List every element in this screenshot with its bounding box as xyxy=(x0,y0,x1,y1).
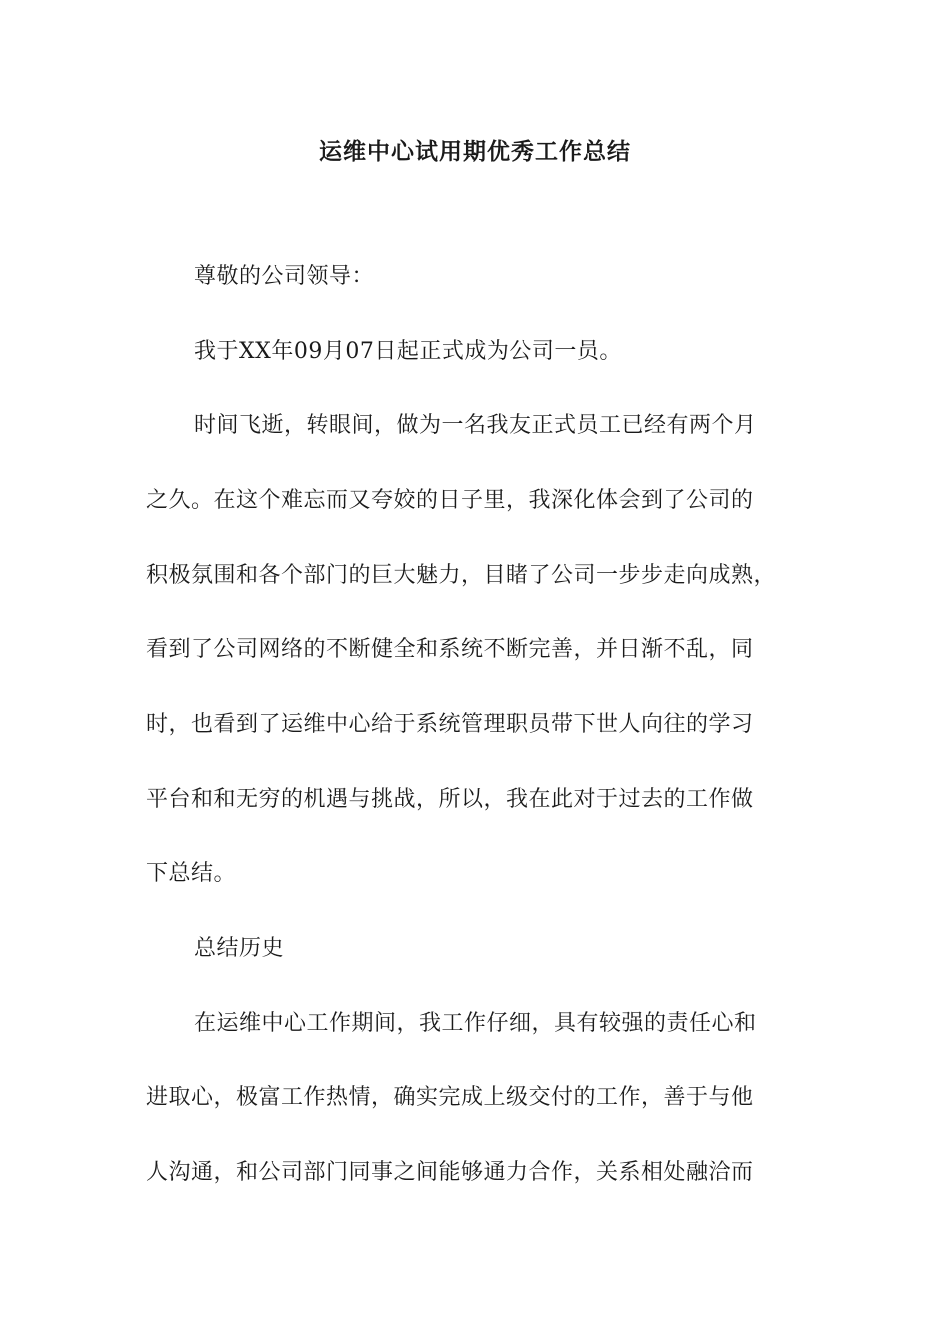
paragraph-line: 时，也看到了运维中心给于系统管理职员带下世人向往的学习 xyxy=(146,712,754,737)
paragraph-line: 我于XX年09月07日起正式成为公司一员。 xyxy=(194,339,622,364)
paragraph-line: 时间飞逝，转眼间，做为一名我友正式员工已经有两个月 xyxy=(194,413,757,438)
paragraph-line: 在运维中心工作期间，我工作仔细，具有较强的责任心和 xyxy=(194,1011,757,1036)
paragraph-line: 进取心，极富工作热情，确实完成上级交付的工作，善于与他 xyxy=(146,1085,754,1110)
salutation: 尊敬的公司领导： xyxy=(194,264,375,289)
document-title: 运维中心试用期优秀工作总结 xyxy=(319,139,631,165)
section-heading: 总结历史 xyxy=(194,936,285,961)
paragraph-line: 之久。在这个难忘而又夸姣的日子里，我深化体会到了公司的 xyxy=(146,488,754,513)
paragraph-line: 人沟通，和公司部门同事之间能够通力合作，关系相处融洽而 xyxy=(146,1160,754,1185)
paragraph-line: 平台和和无穷的机遇与挑战，所以，我在此对于过去的工作做 xyxy=(146,787,754,812)
paragraph-line: 积极氛围和各个部门的巨大魅力，目睹了公司一步步走向成熟， xyxy=(146,563,777,588)
paragraph-line: 看到了公司网络的不断健全和系统不断完善，并日渐不乱，同 xyxy=(146,637,754,662)
paragraph-line: 下总结。 xyxy=(146,861,237,886)
